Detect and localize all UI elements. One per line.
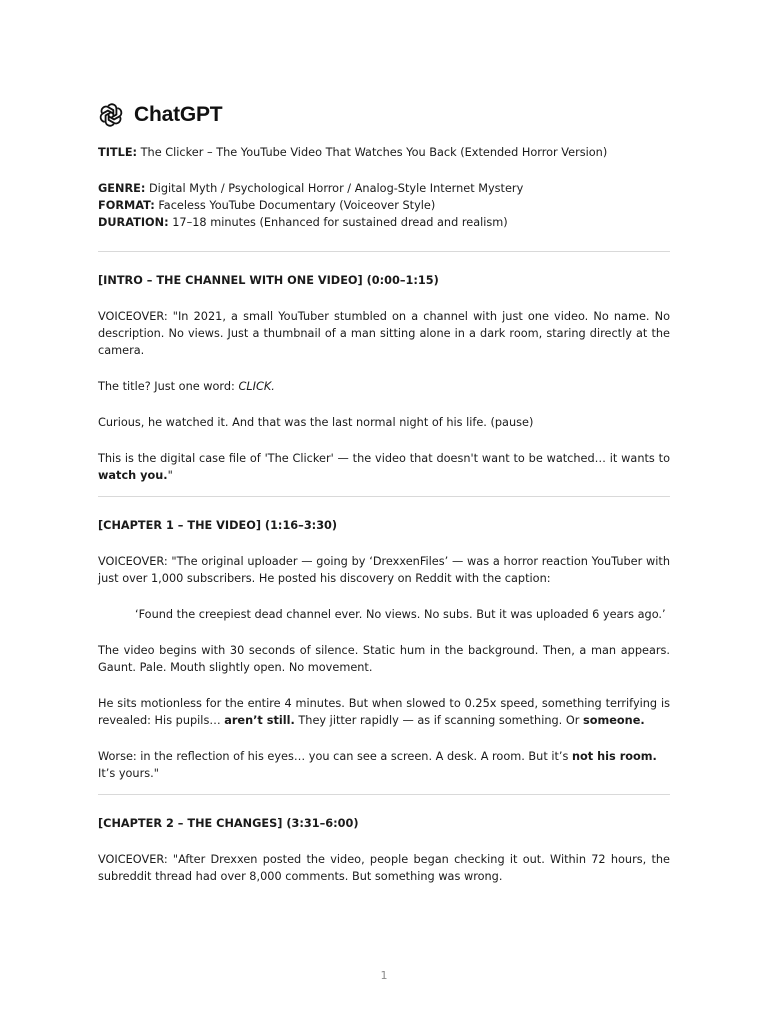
openai-knot-icon	[98, 102, 124, 128]
chapter1-p3-bold-1: aren’t still.	[224, 714, 295, 727]
title-line	[98, 144, 670, 161]
chapter1-p3-text: He sits motionless for the entire 4 minutes. But when slowed to 0.25x speed, something terrifying is revealed: His pupils…	[98, 697, 670, 727]
title-label: TITLE:	[98, 146, 138, 159]
genre-value: Digital Myth / Psychological Horror / Analog-Style Internet Mystery	[145, 182, 524, 195]
chapter1-quote: ‘Found the creepiest dead channel ever. No views. No subs. But it was uploaded 6 years ago.’	[135, 608, 666, 621]
intro-paragraph-3: Curious, he watched it. And that was the last normal night of his life. (pause)	[98, 416, 534, 429]
chapter1-p3-mid: They jitter rapidly — as if scanning something. Or	[294, 714, 583, 727]
chapter1-heading: [CHAPTER 1 – THE VIDEO] (1:16–3:30)	[98, 519, 338, 532]
chapter1-paragraph-3	[98, 695, 670, 729]
chapter1-paragraph-2: The video begins with 30 seconds of silence. Static hum in the background. Then, a man appears. Gaunt. Pale. Mouth slightly open. No movement.	[98, 644, 670, 674]
intro-p4-bold: watch you.	[98, 469, 168, 482]
intro-p4-suffix: "	[167, 469, 173, 482]
intro-paragraph-2	[98, 378, 670, 395]
brand-name: ChatGPT	[134, 103, 223, 126]
chapter1-p4-bold: not his room.	[571, 750, 657, 763]
title-value: The Clicker – The YouTube Video That Watches You Back (Extended Horror Version)	[137, 146, 608, 159]
document-body	[98, 144, 670, 885]
meta-block	[98, 180, 670, 231]
genre-label: GENRE:	[98, 182, 146, 195]
intro-p4-text: This is the digital case file of 'The Clicker' — the video that doesn't want to be watched… it wants to	[98, 452, 670, 465]
brand-header	[98, 100, 222, 130]
genre-line	[98, 180, 670, 197]
intro-heading: [INTRO – THE CHANNEL WITH ONE VIDEO] (0:00–1:15)	[98, 274, 439, 287]
intro-paragraph-4	[98, 450, 670, 484]
format-value: Faceless YouTube Documentary (Voiceover Style)	[154, 199, 436, 212]
chapter1-p4-text: Worse: in the reflection of his eyes… you can see a screen. A desk. A room. But it’s	[98, 750, 572, 763]
page-number: 1	[380, 969, 388, 982]
format-label: FORMAT:	[98, 199, 155, 212]
duration-value: 17–18 minutes (Enhanced for sustained dread and realism)	[168, 216, 508, 229]
chapter1-p4-suffix: It’s yours."	[98, 767, 159, 780]
chapter1-p3-bold-2: someone.	[582, 714, 645, 727]
intro-p2-text: The title? Just one word:	[98, 380, 239, 393]
intro-paragraph-1: VOICEOVER: "In 2021, a small YouTuber stumbled on a channel with just one video. No name. No description. No views. Just a thumbnail of a man sitting alone in a dark room, staring directly at the camera.	[98, 310, 670, 357]
chapter2-heading: [CHAPTER 2 – THE CHANGES] (3:31–6:00)	[98, 817, 359, 830]
format-line	[98, 197, 670, 214]
chapter2-paragraph-1: VOICEOVER: "After Drexxen posted the video, people began checking it out. Within 72 hours, the subreddit thread had over 8,000 comments. But something was wrong.	[98, 853, 670, 883]
duration-label: DURATION:	[98, 216, 169, 229]
chapter1-paragraph-4	[98, 748, 670, 782]
chapter1-paragraph-1: VOICEOVER: "The original uploader — going by ‘DrexxenFiles’ — was a horror reaction YouTuber with just over 1,000 subscribers. He posted his discovery on Reddit with the caption:	[98, 555, 670, 585]
intro-p2-italic: CLICK.	[238, 380, 275, 393]
duration-line	[98, 214, 670, 231]
